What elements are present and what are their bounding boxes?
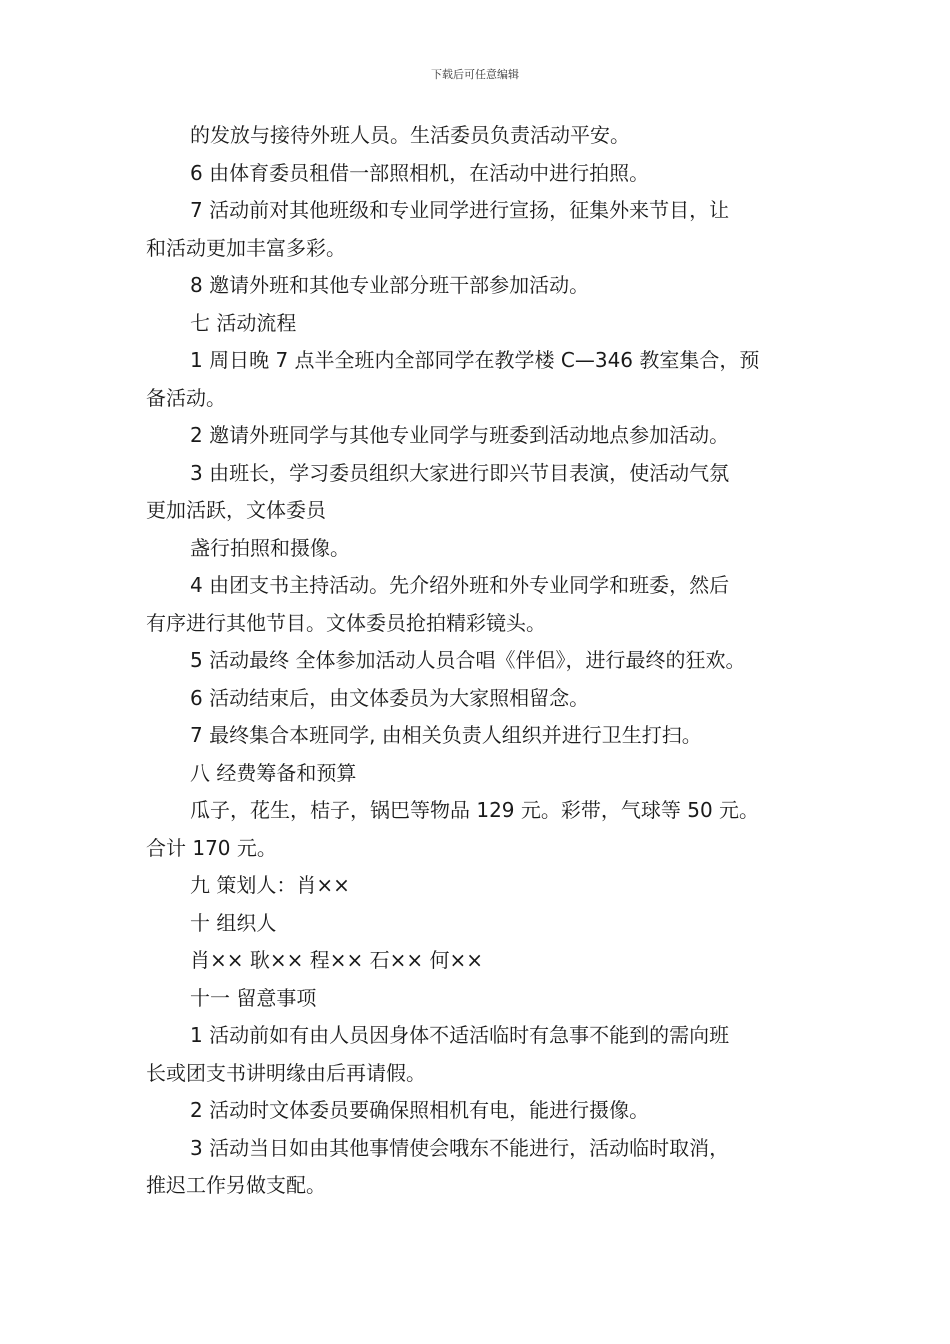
paragraph-line: 长或团支书讲明缘由后再请假。: [146, 1060, 426, 1085]
paragraph-line: 肖×× 耿×× 程×× 石×× 何××: [190, 948, 484, 972]
page-header: 下载后可任意编辑: [431, 68, 519, 81]
paragraph-line: 和活动更加丰富多彩。: [146, 235, 346, 260]
paragraph-line: 的发放与接待外班人员。生活委员负责活动平安。: [190, 123, 630, 147]
paragraph-line: 6 由体育委员租借一部照相机，在活动中进行拍照。: [190, 160, 650, 185]
paragraph-line: 十一 留意事项: [190, 985, 317, 1010]
paragraph-line: 3 活动当日如由其他事情使会哦东不能进行，活动临时取消，: [190, 1135, 730, 1160]
paragraph-line: 更加活跃，文体委员: [146, 498, 326, 522]
paragraph-line: 七 活动流程: [190, 310, 297, 335]
paragraph-line: 八 经费筹备和预算: [190, 760, 357, 785]
paragraph-line: 瓜子，花生，桔子，锅巴等物品 129 元。彩带，气球等 50 元。: [190, 798, 760, 822]
paragraph-line: 十 组织人: [190, 910, 277, 935]
paragraph-line: 1 活动前如有由人员因身体不适活临时有急事不能到的需向班: [190, 1023, 730, 1047]
paragraph-line: 5 活动最终 全体参加活动人员合唱《伴侣》，进行最终的狂欢。: [190, 648, 746, 672]
paragraph-line: 6 活动结束后，由文体委员为大家照相留念。: [190, 685, 590, 710]
paragraph-line: 有序进行其他节目。文体委员抢拍精彩镜头。: [146, 610, 546, 635]
paragraph-line: 1 周日晚 7 点半全班内全部同学在教学楼 C—346 教室集合，预: [190, 348, 760, 372]
paragraph-line: 8 邀请外班和其他专业部分班干部参加活动。: [190, 273, 590, 297]
paragraph-line: 盏行拍照和摄像。: [190, 535, 350, 560]
paragraph-line: 推迟工作另做支配。: [146, 1173, 326, 1197]
document-body: [146, 117, 808, 1205]
paragraph-line: 备活动。: [146, 385, 226, 410]
paragraph-line: 7 最终集合本班同学, 由相关负责人组织并进行卫生打扫。: [190, 723, 702, 747]
paragraph-line: 合计 170 元。: [146, 835, 277, 860]
paragraph-line: 7 活动前对其他班级和专业同学进行宣扬，征集外来节目，让: [190, 198, 730, 222]
paragraph-line: 九 策划人：肖××: [190, 873, 350, 897]
paragraph-line: 3 由班长，学习委员组织大家进行即兴节目表演，使活动气氛: [190, 460, 730, 485]
paragraph-line: 2 活动时文体委员要确保照相机有电，能进行摄像。: [190, 1098, 650, 1122]
paragraph-line: 2 邀请外班同学与其他专业同学与班委到活动地点参加活动。: [190, 423, 730, 447]
paragraph-line: 4 由团支书主持活动。先介绍外班和外专业同学和班委，然后: [190, 573, 730, 597]
